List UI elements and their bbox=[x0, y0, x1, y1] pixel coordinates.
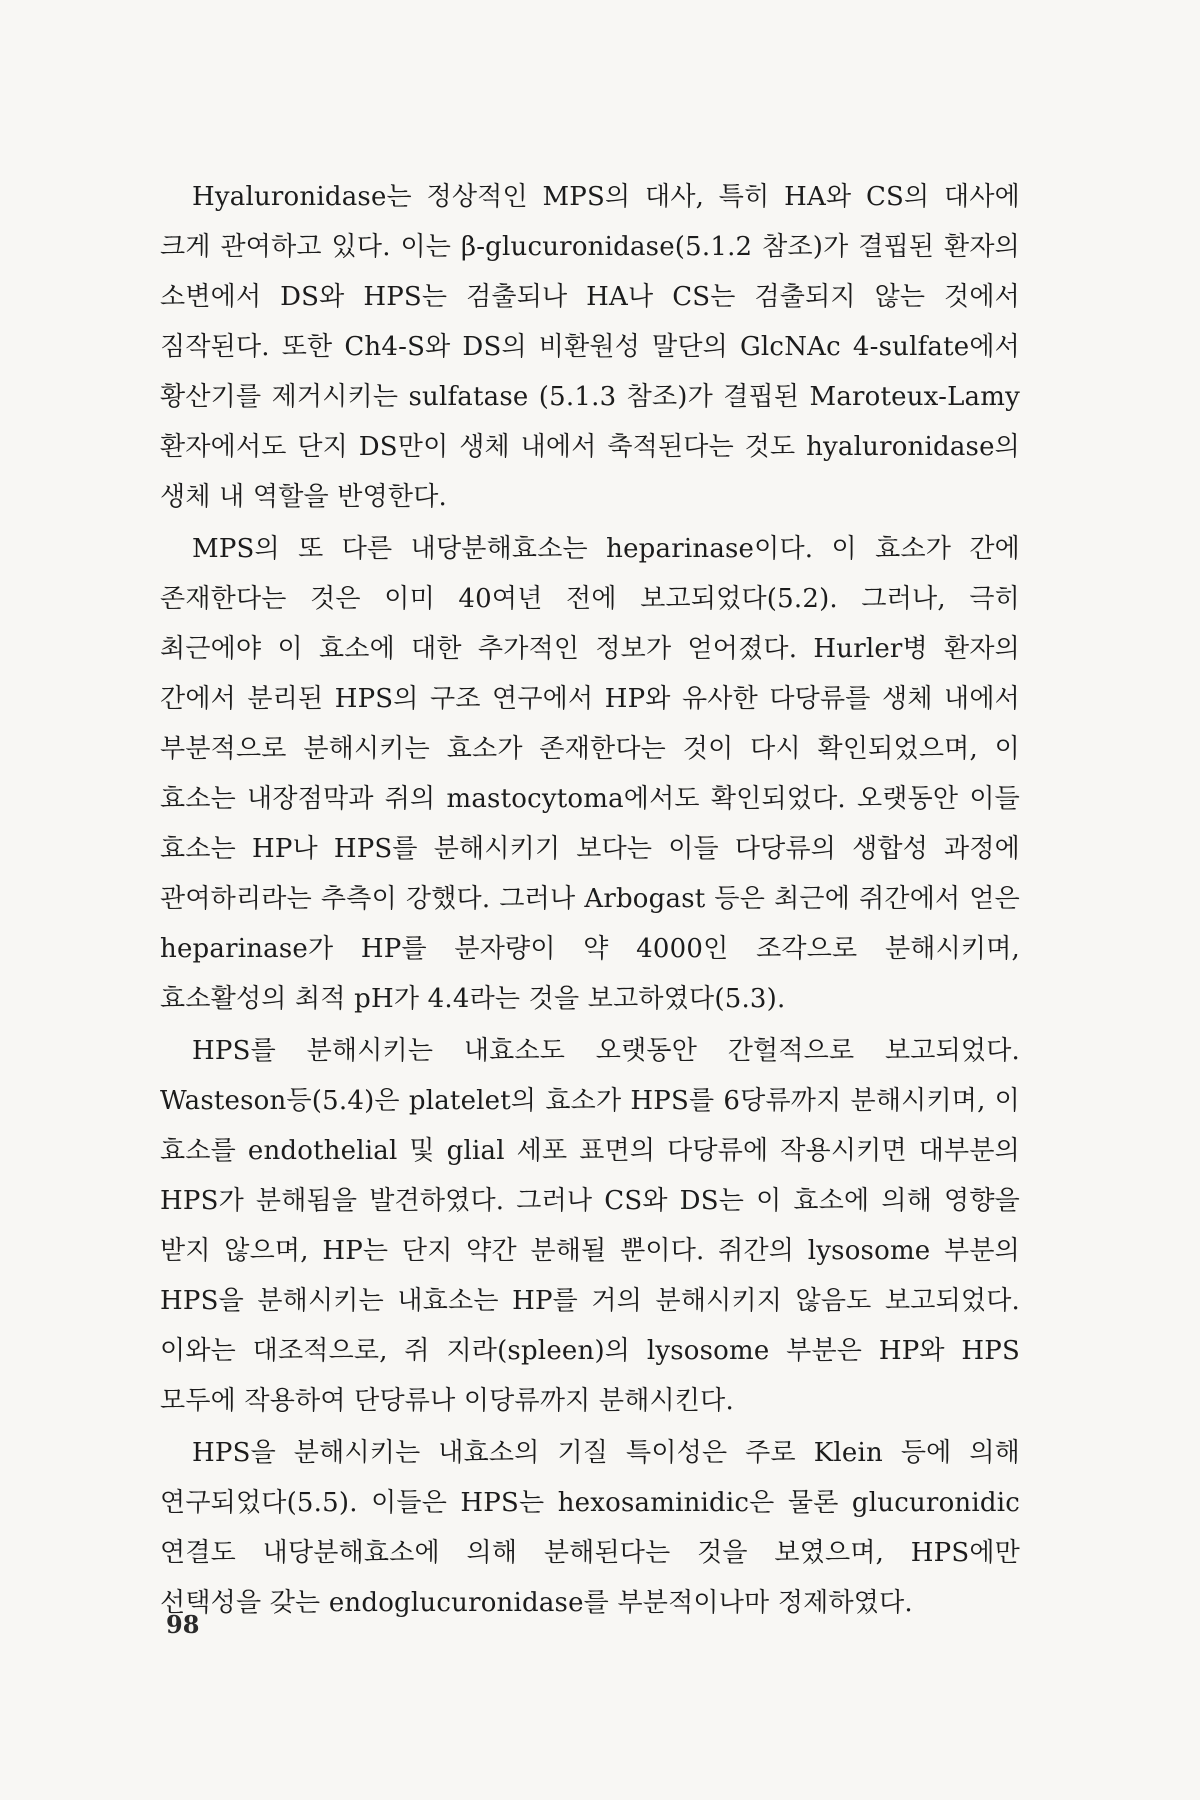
body-text bbox=[160, 172, 1020, 1628]
paragraph-hyaluronidase: Hyaluronidase는 정상적인 MPS의 대사, 특히 HA와 CS의 대사에 크게 관여하고 있다. 이는 β-glucuronidase(5.1.2 참조)가 결핍된 환자의 소변에서 DS와 HPS는 검출되나 HA나 CS는 검출되지 않는 것에서 짐작된다. 또한 Ch4-S와 DS의 비환원성 말단의 GlcNAc 4-sulfate에서 황산기를 제거시키는 sulfatase (5.1.3 참조)가 결핍된 Maroteux-Lamy 환자에서도 단지 DS만이 생체 내에서 축적된다는 것도 hyaluronidase의 생체 내 역할을 반영한다. bbox=[160, 182, 1020, 512]
paragraph-hps-endoenzyme: HPS를 분해시키는 내효소도 오랫동안 간헐적으로 보고되었다. Wasteson등(5.4)은 platelet의 효소가 HPS를 6당류까지 분해시키며, 이 효소를 endothelial 및 glial 세포 표면의 다당류에 작용시키면 대부분의 HPS가 분해됨을 발견하였다. 그러나 CS와 DS는 이 효소에 의해 영향을 받지 않으며, HP는 단지 약간 분해될 뿐이다. 쥐간의 lysosome 부분의 HPS을 분해시키는 내효소는 HP를 거의 분해시키지 않음도 보고되었다. 이와는 대조적으로, 쥐 지라(spleen)의 lysosome 부분은 HP와 HPS 모두에 작용하여 단당류나 이당류까지 분해시킨다. bbox=[160, 1036, 1020, 1416]
paragraph-heparinase: MPS의 또 다른 내당분해효소는 heparinase이다. 이 효소가 간에 존재한다는 것은 이미 40여년 전에 보고되었다(5.2). 그러나, 극히 최근에야 이 효소에 대한 추가적인 정보가 얻어졌다. Hurler병 환자의 간에서 분리된 HPS의 구조 연구에서 HP와 유사한 다당류를 생체 내에서 부분적으로 분해시키는 효소가 존재한다는 것이 다시 확인되었으며, 이 효소는 내장점막과 쥐의 mastocytoma에서도 확인되었다. 오랫동안 이들 효소는 HP나 HPS를 분해시키기 보다는 이들 다당류의 생합성 과정에 관여하리라는 추측이 강했다. 그러나 Arbogast 등은 최근에 쥐간에서 얻은 heparinase가 HP를 분자량이 약 4000인 조각으로 분해시키며, 효소활성의 최적 pH가 4.4라는 것을 보고하였다(5.3). bbox=[160, 534, 1020, 1014]
paragraph-substrate-specificity: HPS을 분해시키는 내효소의 기질 특이성은 주로 Klein 등에 의해 연구되었다(5.5). 이들은 HPS는 hexosaminidic은 물론 glucuronidic 연결도 내당분해효소에 의해 분해된다는 것을 보였으며, HPS에만 선택성을 갖는 endoglucuronidase를 부분적이나마 정제하였다. bbox=[160, 1438, 1020, 1618]
page-number: 98 bbox=[166, 1610, 200, 1639]
